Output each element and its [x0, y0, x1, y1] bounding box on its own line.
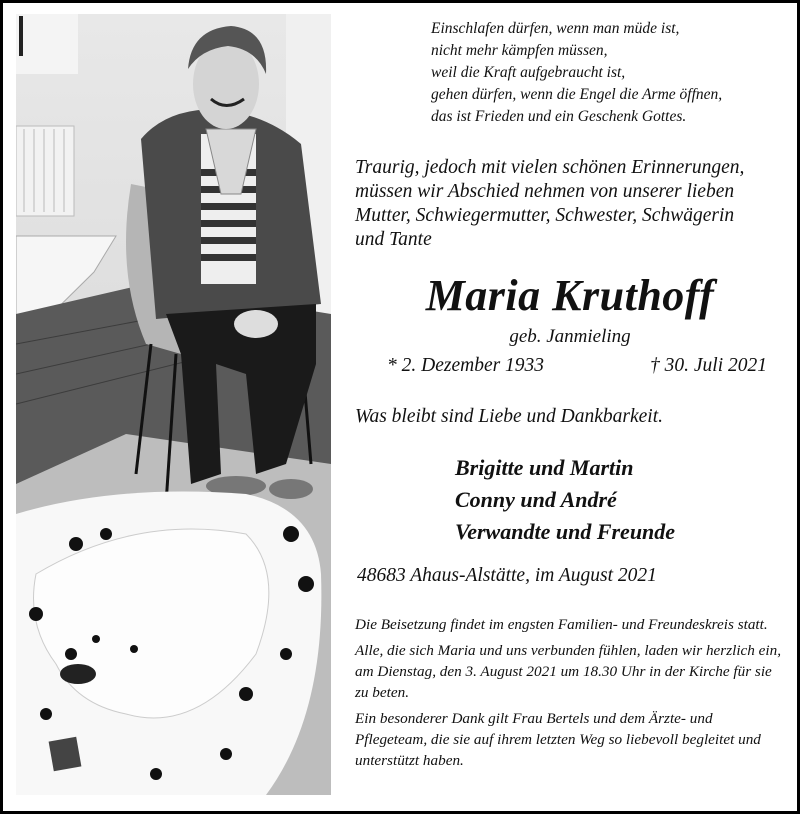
life-dates	[387, 355, 767, 377]
note-invitation: Alle, die sich Maria und uns verbunden fühlen, laden wir herzlich ein, am Dienstag, den 3. August 2021 um 18.30 Uhr in der Kirche für sie zu beten.	[355, 642, 782, 701]
mourner: Verwandte und Freunde	[455, 519, 676, 544]
poem	[431, 18, 722, 128]
intro-line: und Tante	[355, 229, 432, 250]
place-date: 48683 Ahaus-Alstätte, im August 2021	[357, 565, 657, 586]
photo-illustration	[16, 14, 331, 795]
intro-line: Traurig, jedoch mit vielen schönen Erinnerungen,	[355, 157, 745, 178]
funeral-notes	[355, 614, 785, 776]
intro-text	[355, 156, 787, 252]
note-burial: Die Beisetzung findet im engsten Familien- und Freundeskreis statt.	[355, 616, 768, 633]
birth-name: geb. Janmieling	[509, 326, 631, 347]
death-date: † 30. Juli 2021	[650, 355, 767, 376]
deceased-name: Maria Kruthoff	[425, 271, 715, 320]
mourners-list	[455, 452, 675, 548]
motto: Was bleibt sind Liebe und Dankbarkeit.	[355, 406, 664, 427]
poem-line: weil die Kraft aufgebraucht ist,	[431, 64, 626, 81]
poem-line: das ist Frieden und ein Geschenk Gottes.	[431, 108, 687, 125]
poem-line: nicht mehr kämpfen müssen,	[431, 42, 608, 59]
intro-line: Mutter, Schwiegermutter, Schwester, Schwägerin	[355, 205, 735, 226]
poem-line: gehen dürfen, wenn die Engel die Arme öffnen,	[431, 86, 723, 103]
memorial-photo	[16, 14, 331, 795]
intro-line: müssen wir Abschied nehmen von unserer lieben	[355, 181, 735, 202]
mourner: Brigitte und Martin	[455, 455, 634, 480]
note-thanks: Ein besonderer Dank gilt Frau Bertels und dem Ärzte- und Pflegeteam, die sie auf ihrem letzten Weg so liebevoll begleitet und unterstützt haben.	[355, 710, 761, 769]
mourner: Conny und André	[455, 487, 617, 512]
birth-date: * 2. Dezember 1933	[387, 355, 545, 376]
poem-line: Einschlafen dürfen, wenn man müde ist,	[431, 20, 680, 37]
